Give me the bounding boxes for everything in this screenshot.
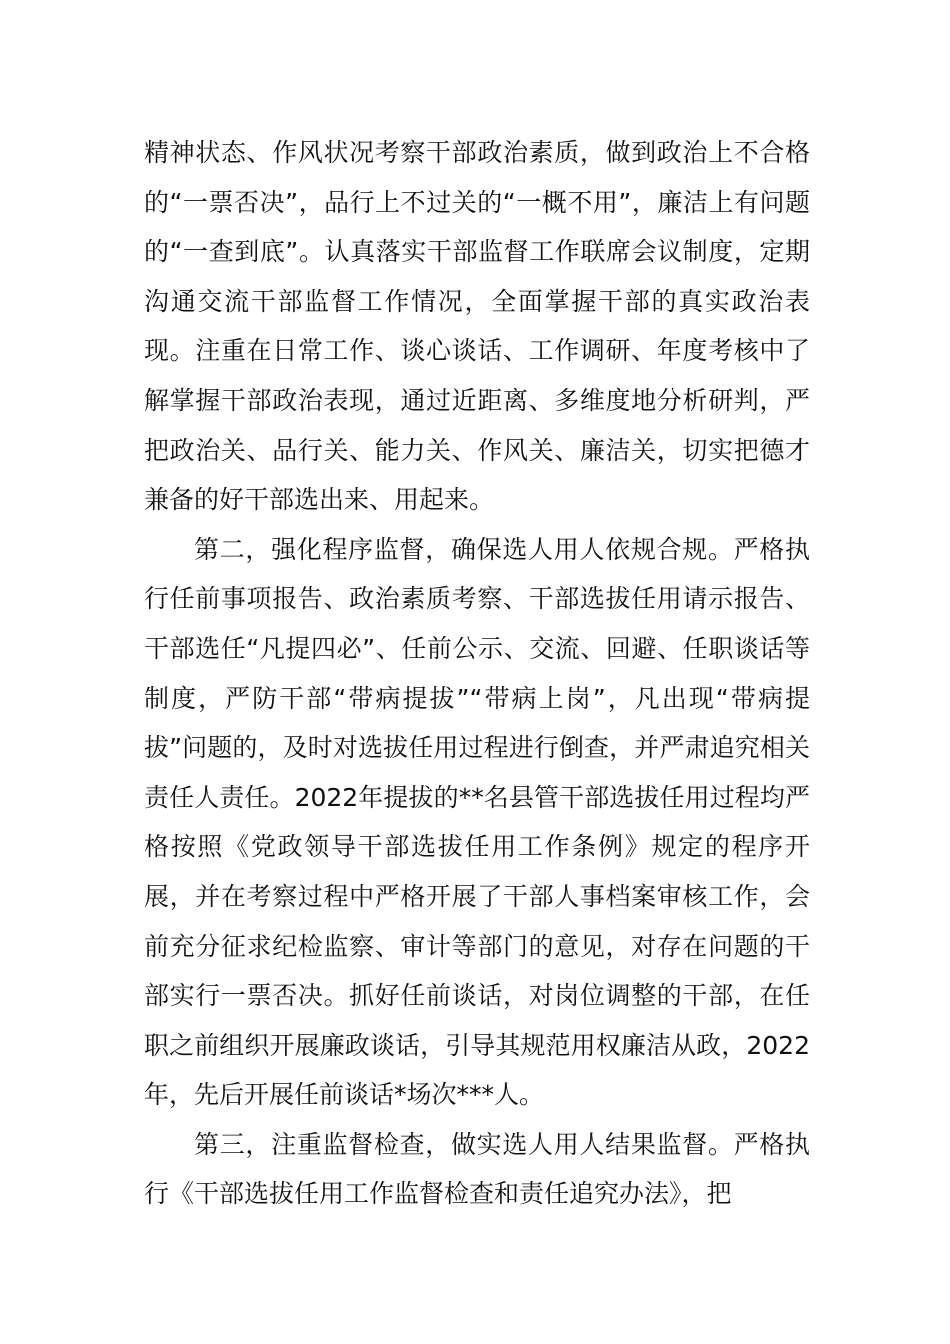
paragraph-procedure-supervision: 第二，强化程序监督，确保选人用人依规合规。严格执行任前事项报告、政治素质考察、干部选拔任用请示报告、干部选任“凡提四必”、任前公示、交流、回避、任职谈话等制度，严防干部“带病提拔”“带病上岗”，凡出现“带病提拔”问题的，及时对选拔任用过程进行倒查，并严肃追究相关责任人责任。2022年提拔的**名县管干部选拔任用过程均严格按照《党政领导干部选拔任用工作条例》规定的程序开展，并在考察过程中严格开展了干部人事档案审核工作，会前充分征求纪检监察、审计等部门的意见，对存在问题的干部实行一票否决。抓好任前谈话，对岗位调整的干部，在任职之前组织开展廉政谈话，引导其规范用权廉洁从政，2022年，先后开展任前谈话*场次***人。 (144, 534, 810, 1110)
paragraph-inspection-supervision: 第三，注重监督检查，做实选人用人结果监督。严格执行《干部选拔任用工作监督检查和责任追究办法》，把 (144, 1129, 810, 1209)
paragraph-continuation: 精神状态、作风状况考察干部政治素质，做到政治上不合格的“一票否决”，品行上不过关的“一概不用”，廉洁上有问题的“一查到底”。认真落实干部监督工作联席会议制度，定期沟通交流干部监督工作情况，全面掌握干部的真实政治表现。注重在日常工作、谈心谈话、工作调研、年度考核中了解掌握干部政治表现，通过近距离、多维度地分析研判，严把政治关、品行关、能力关、作风关、廉洁关，切实把德才兼备的好干部选出来、用起来。 (144, 138, 810, 515)
document-body (144, 128, 810, 1219)
